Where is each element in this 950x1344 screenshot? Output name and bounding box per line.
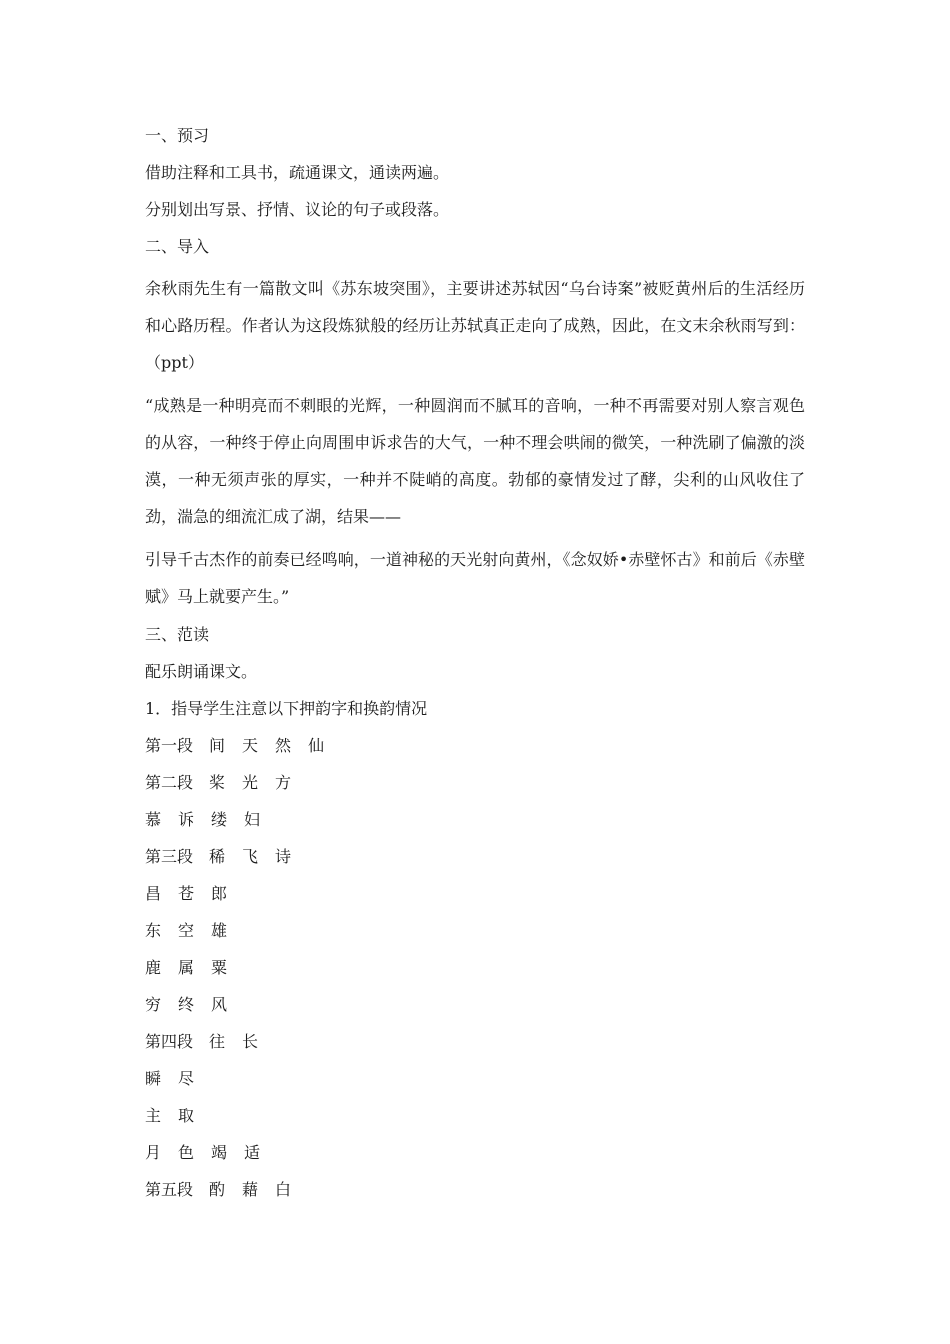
rhyme-char: 光	[242, 773, 259, 792]
rhyme-char: 方	[275, 773, 292, 792]
rhyme-char: 白	[275, 1180, 292, 1199]
rhyme-char: 终	[178, 995, 195, 1014]
document-page	[145, 122, 805, 1213]
rhyme-row	[145, 1139, 805, 1176]
rhyme-char: 色	[178, 1143, 195, 1162]
rhyme-row	[145, 991, 805, 1028]
rhyme-char: 雄	[211, 921, 228, 940]
rhyme-char: 稀	[209, 847, 226, 866]
rhyme-section-label: 第四段	[145, 1032, 194, 1051]
heading-preview: 一、预习	[145, 126, 210, 145]
rhyme-char: 长	[242, 1032, 259, 1051]
rhyme-section-label: 第五段	[145, 1180, 194, 1199]
rhyme-row	[145, 843, 805, 880]
model-reading-item: 配乐朗诵课文。	[145, 662, 258, 681]
rhyme-char: 妇	[244, 810, 261, 829]
rhyme-char: 慕	[145, 810, 162, 829]
rhyme-char: 缕	[211, 810, 228, 829]
rhyme-char: 郎	[211, 884, 228, 903]
rhyme-row	[145, 917, 805, 954]
rhyme-char: 东	[145, 921, 162, 940]
rhyme-char: 藉	[242, 1180, 259, 1199]
rhyme-char: 然	[275, 736, 292, 755]
rhyme-char: 苍	[178, 884, 195, 903]
preview-item-1: 借助注释和工具书，疏通课文，通读两遍。	[145, 163, 450, 182]
rhyme-row	[145, 954, 805, 991]
rhyme-row	[145, 1102, 805, 1139]
rhyme-list	[145, 732, 805, 1213]
rhyme-char: 属	[178, 958, 195, 977]
rhyme-instruction: 1．指导学生注意以下押韵字和换韵情况	[145, 699, 428, 718]
rhyme-row	[145, 769, 805, 806]
rhyme-char: 往	[209, 1032, 226, 1051]
heading-model-reading: 三、范读	[145, 625, 210, 644]
rhyme-char: 桨	[209, 773, 226, 792]
rhyme-section-label: 第一段	[145, 736, 194, 755]
rhyme-row	[145, 880, 805, 917]
rhyme-row	[145, 806, 805, 843]
rhyme-row	[145, 1176, 805, 1213]
rhyme-section-label: 第二段	[145, 773, 194, 792]
rhyme-char: 昌	[145, 884, 162, 903]
rhyme-char: 尽	[178, 1069, 195, 1088]
rhyme-char: 主	[145, 1106, 162, 1125]
rhyme-char: 诗	[275, 847, 292, 866]
rhyme-char: 酌	[209, 1180, 226, 1199]
heading-introduction: 二、导入	[145, 237, 210, 256]
rhyme-char: 仙	[308, 736, 325, 755]
rhyme-char: 取	[178, 1106, 195, 1125]
rhyme-row	[145, 732, 805, 769]
rhyme-char: 飞	[242, 847, 259, 866]
rhyme-char: 月	[145, 1143, 162, 1162]
rhyme-char: 间	[209, 736, 226, 755]
preview-item-2: 分别划出写景、抒情、议论的句子或段落。	[145, 200, 450, 219]
quote-paragraph: “成熟是一种明亮而不刺眼的光辉，一种圆润而不腻耳的音响，一种不再需要对别人察言观色的从容，一种终于停止向周围申诉求告的大气，一种不理会哄闹的微笑，一种洗刷了偏激的淡漠，一种无须声张的厚实，一种并不陡峭的高度。勃郁的豪情发过了酵，尖利的山风收住了劲，湍急的细流汇成了湖，结果——	[145, 396, 805, 526]
rhyme-char: 风	[211, 995, 228, 1014]
rhyme-char: 适	[244, 1143, 261, 1162]
quote-continuation: 引导千古杰作的前奏已经鸣响，一道神秘的天光射向黄州，《念奴娇•赤壁怀古》和前后《赤壁赋》马上就要产生。”	[145, 550, 805, 606]
intro-paragraph: 余秋雨先生有一篇散文叫《苏东坡突围》，主要讲述苏轼因“乌台诗案”被贬黄州后的生活经历和心路历程。作者认为这段炼狱般的经历让苏轼真正走向了成熟，因此，在文末余秋雨写到：（ppt）	[145, 279, 805, 372]
rhyme-char: 竭	[211, 1143, 228, 1162]
rhyme-row	[145, 1065, 805, 1102]
rhyme-char: 诉	[178, 810, 195, 829]
rhyme-section-label: 第三段	[145, 847, 194, 866]
rhyme-char: 天	[242, 736, 259, 755]
rhyme-row	[145, 1028, 805, 1065]
rhyme-char: 空	[178, 921, 195, 940]
rhyme-char: 鹿	[145, 958, 162, 977]
rhyme-char: 瞬	[145, 1069, 162, 1088]
rhyme-char: 穷	[145, 995, 162, 1014]
rhyme-char: 粟	[211, 958, 228, 977]
